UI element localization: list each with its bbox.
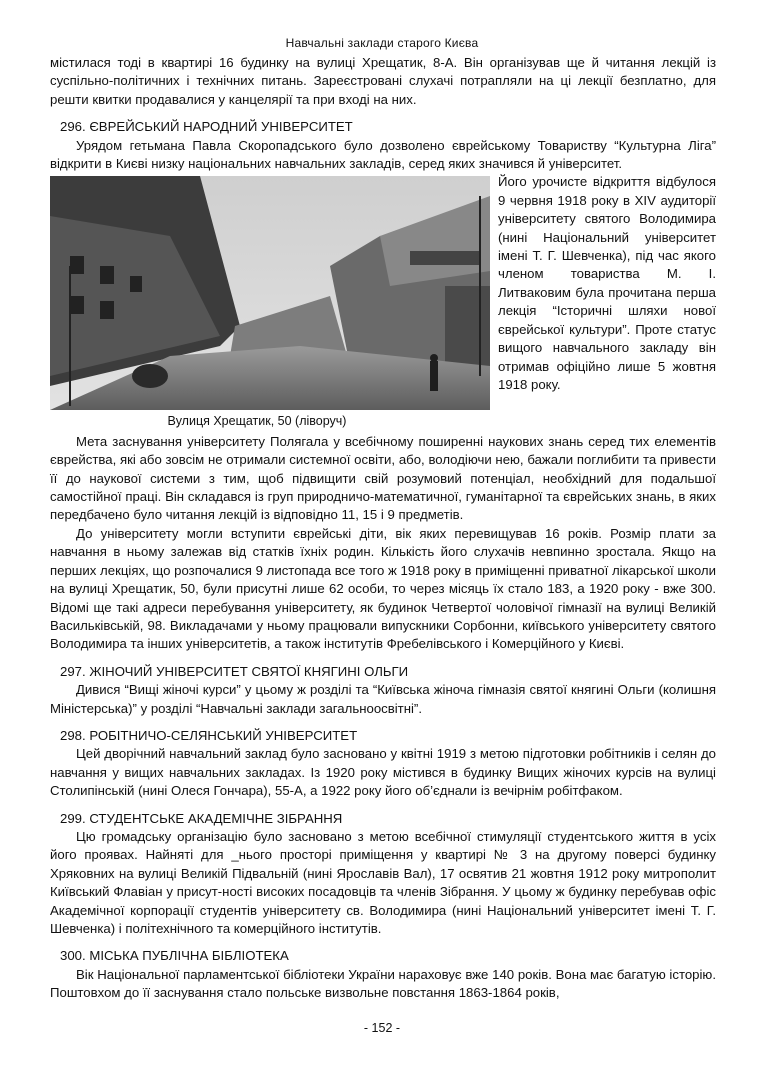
section-298-paragraph: Цей дворічний навчальний заклад було засновано у квітні 1919 з метою підготовки робітників і селян до навчання у вищих навчальних закладах. Із 1920 року містився в будинку Вищих жіночих курсів на вулиці Столипінській (нині Олеся Гончара), 55-А, а 1922 року його об’єднали із вечірнім робітфаком.	[50, 746, 716, 799]
section-296-paragraph-1: Мета заснування університету Полягала у всебічному поширенні наукових знань серед тих елементів єврейства, які або зовсім не отримали системної освіти, або, володіючи нею, бажали поглибити та привести її до наукової системи з тим, щоб підвищити свій розумовий потенціал, необхідний для подальшої самостійної праці. Він складався із груп природничо-математичної, гуманітарної та єврейських знань, в яких передбачено було читання лекцій із відповідно 11, 15 і 9 предметів.	[50, 433, 716, 523]
section-299-paragraph: Цю громадську організацію було засновано з метою всебічної стимуляції студентського життя в усіх його проявах. Найняті для _нього просторі приміщення у квартирі № 3 на другому поверсі будинку Хряковних на вулиці Великій Підвальній (нині Ярославів Вал), 17 освятив 21 жовтня 1912 року митрополит Київський Флавіан у присут-ності високих посадовців та членів Зібрання. У цьому ж будинку перебував офіс Академічної корпорації студентів університету св. Володимира (нині Національний університет імені Т. Г. Шевченка) і політехнічного та комерційного інститутів.	[50, 828, 716, 936]
section-heading-299: 299. СТУДЕНТСЬКЕ АКАДЕМІЧНЕ ЗІБРАННЯ	[60, 810, 343, 826]
section-300-paragraph: Вік Національної парламентської бібліотеки України нараховує вже 140 років. Вона має багатую історію. Поштовхом до її заснування стало польське визвольне повстання 1863-1864 років,	[50, 966, 716, 1001]
section-296-beside-photo: Його урочисте відкриття відбулося 9 червня 1918 року в XIV аудиторії університету святого Володимира (нині Національний університет імені Т. Г. Шевченка), під час якого членом товариства М. І. Литваковим була прочитана перша лекція “Історичні шляхи нової єврейської культури”. Проте статус вищого навчального закладу він отримав офіційно лише 5 жовтня 1918 року.	[498, 174, 716, 392]
photo-caption: Вулиця Хрещатик, 50 (ліворуч)	[167, 414, 347, 429]
intro-paragraph: містилася тоді в квартирі 16 будинку на вулиці Хрещатик, 8-А. Він організував ще й читання лекцій із суспільно-політичних і технічних питань. Зареєстровані слухачі потрапляли на ці лекції безплатно, для решти квитки продавалися у канцелярії та при вході на них.	[50, 55, 716, 107]
page-number: - 152 -	[363, 1021, 401, 1035]
section-heading-300: 300. МІСЬКА ПУБЛІЧНА БІБЛІОТЕКА	[60, 948, 289, 964]
section-296-lead: Урядом гетьмана Павла Скоропадського було дозволено єврейському Товариству “Культурна Ліга” відкрити в Києві низку національних навчальних закладів, серед яких значився й університет.	[50, 137, 716, 172]
section-297-paragraph: Дивися “Вищі жіночі курси” у цьому ж розділі та “Київська жіноча гімназія святої княгині Ольги (колишня Міністерська)” у розділі “Навчальні заклади загальноосвітні”.	[50, 682, 716, 716]
section-heading-297: 297. ЖІНОЧИЙ УНІВЕРСИТЕТ СВЯТОЇ КНЯГИНІ ОЛЬГИ	[60, 663, 409, 679]
running-header: Навчальні заклади старого Києва	[285, 36, 479, 50]
section-heading-296: 296. ЄВРЕЙСЬКИЙ НАРОДНИЙ УНІВЕРСИТЕТ	[60, 119, 353, 135]
khreshchatyk-street-photo	[50, 176, 490, 410]
section-heading-298: 298. РОБІТНИЧО-СЕЛЯНСЬКИЙ УНІВЕРСИТЕТ	[60, 727, 358, 743]
section-296-paragraph-2: До університету могли вступити єврейські діти, вік яких перевищував 16 років. Розмір плати за навчання в ньому залежав від статків їхніх родин. Кількість його слухачів невпинно зростала. Якщо на перших лекціях, що розпочалися 9 листопада все того ж 1918 року в приміщенні приватної лікарської школи на вулиці Хрещатик, 50, були присутні лише 62 особи, то через місяць їх стало 183, а 1920 року - вже 300. Відомі ще такі адреси перебування університету, як будинок Четвертої чоловічої гімназії на вулиці Великій Васильківській, 98. Викладачами у ньому працювали випускники Сорбонни, київського університету святого Володимира та інших університетів, а також інститутів Фребелівського і Комерційного у Києві.	[50, 525, 716, 652]
photo-figure	[50, 176, 490, 430]
page-body	[50, 54, 716, 1003]
